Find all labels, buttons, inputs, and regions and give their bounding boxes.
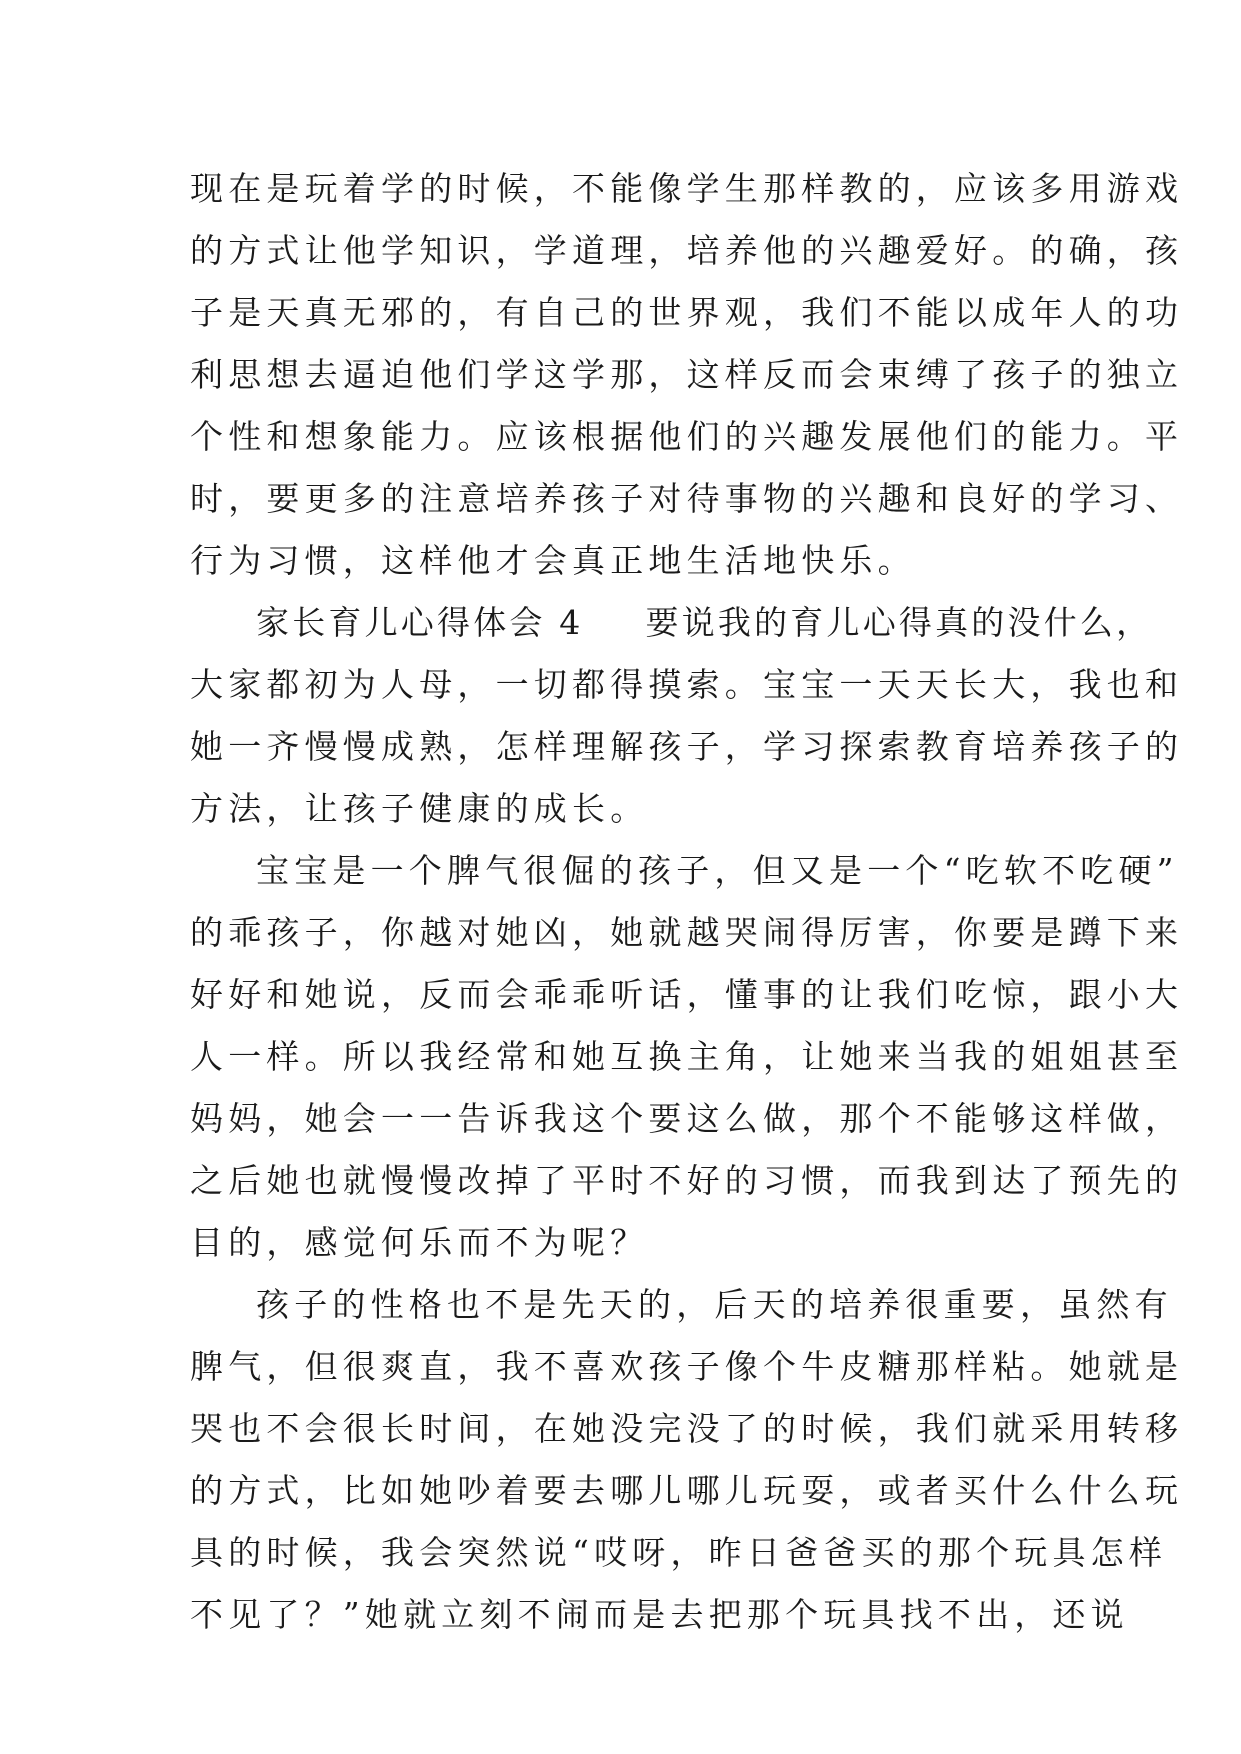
text-line: 子是天真无邪的，有自己的世界观，我们不能以成年人的功 xyxy=(190,293,1184,332)
paragraph-first-line: 宝宝是一个脾气很倔的孩子，但又是一个“吃软不吃硬” xyxy=(256,851,1179,890)
text-line: 她一齐慢慢成熟，怎样理解孩子，学习探索教育培养孩子的 xyxy=(190,727,1184,766)
text-line: 行为习惯，这样他才会真正地生活地快乐。 xyxy=(190,541,916,580)
text-line: 之后她也就慢慢改掉了平时不好的习惯，而我到达了预先的 xyxy=(190,1161,1184,1200)
text-line: 时，要更多的注意培养孩子对待事物的兴趣和良好的学习、 xyxy=(190,479,1184,518)
text-line: 大家都初为人母，一切都得摸索。宝宝一天天长大，我也和 xyxy=(190,665,1184,704)
text-line: 好好和她说，反而会乖乖听话，懂事的让我们吃惊，跟小大 xyxy=(190,975,1184,1014)
text-line: 利思想去逼迫他们学这学那，这样反而会束缚了孩子的独立 xyxy=(190,355,1184,394)
section-heading-line xyxy=(190,592,1153,654)
text-line: 哭也不会很长时间，在她没完没了的时候，我们就采用转移 xyxy=(190,1409,1184,1448)
text-line: 的方式让他学知识，学道理，培养他的兴趣爱好。的确，孩 xyxy=(190,231,1184,270)
text-line: 个性和想象能力。应该根据他们的兴趣发展他们的能力。平 xyxy=(190,417,1184,456)
text-line: 具的时候，我会突然说“哎呀，昨日爸爸买的那个玩具怎样 xyxy=(190,1533,1168,1572)
text-line: 现在是玩着学的时候，不能像学生那样教的，应该多用游戏 xyxy=(190,169,1184,208)
text-line: 妈妈，她会一一告诉我这个要这么做，那个不能够这样做， xyxy=(190,1099,1184,1138)
text-line: 目的，感觉何乐而不为呢？ xyxy=(190,1223,649,1262)
text-line: 的方式，比如她吵着要去哪儿哪儿玩耍，或者买什么什么玩 xyxy=(190,1471,1184,1510)
paragraph-first-line: 孩子的性格也不是先天的，后天的培养很重要，虽然有 xyxy=(256,1285,1173,1324)
document-body xyxy=(190,158,1184,1646)
text-line: 的乖孩子，你越对她凶，她就越哭闹得厉害，你要是蹲下来 xyxy=(190,913,1184,952)
text-line: 方法，让孩子健康的成长。 xyxy=(190,789,649,828)
text-line: 不见了？”她就立刻不闹而是去把那个玩具找不出，还说 xyxy=(190,1595,1129,1634)
section-heading: 家长育儿心得体会 4 xyxy=(256,603,584,642)
text-line: 人一样。所以我经常和她互换主角，让她来当我的姐姐甚至 xyxy=(190,1037,1184,1076)
text-line: 脾气，但很爽直，我不喜欢孩子像个牛皮糖那样粘。她就是 xyxy=(190,1347,1184,1386)
section-heading-follow: 要说我的育儿心得真的没什么， xyxy=(645,603,1153,642)
